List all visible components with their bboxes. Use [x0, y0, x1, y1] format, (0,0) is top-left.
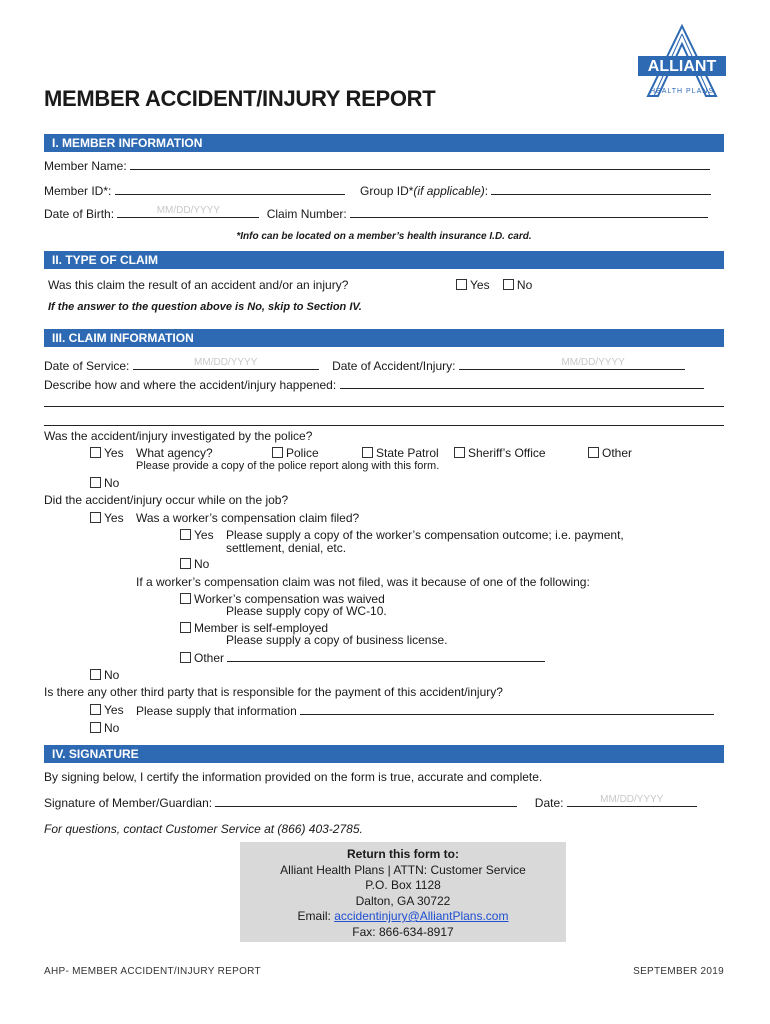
wc-other-checkbox[interactable] [180, 652, 191, 663]
third-party-yes-checkbox[interactable] [90, 704, 101, 715]
third-party-no-option [90, 721, 119, 735]
date-of-service-placeholder: MM/DD/YYYY [194, 357, 258, 368]
job-question: Did the accident/injury occur while on the job? [44, 493, 289, 507]
group-id-label: Group ID* [360, 184, 414, 198]
wc-waived-note: Please supply copy of WC-10. [226, 604, 387, 618]
dob-placeholder: MM/DD/YYYY [156, 205, 221, 216]
describe-label: Describe how and where the accident/injury happened: [44, 378, 337, 392]
group-id-field[interactable] [491, 183, 711, 195]
return-title: Return this form to: [347, 847, 459, 861]
return-email-label: Email: [297, 909, 331, 923]
accident-no-label: No [516, 278, 533, 292]
job-no-label: No [104, 668, 120, 682]
job-yes-option [90, 511, 124, 525]
wc-waived-label: Worker’s compensation was waived [194, 592, 385, 606]
return-line-3: Dalton, GA 30722 [355, 893, 451, 908]
date-of-accident-field[interactable] [459, 358, 685, 370]
agency-state-patrol-option [362, 446, 439, 460]
logo-tagline: HEALTH PLANS [650, 88, 714, 95]
footer-right: SEPTEMBER 2019 [633, 966, 724, 977]
member-id-row [44, 183, 711, 198]
wc-yes-checkbox[interactable] [180, 529, 191, 540]
wc-other-field[interactable] [227, 650, 545, 662]
wc-not-filed-question: If a worker’s compensation claim was not filed, was it because of one of the following: [136, 575, 590, 589]
wc-waived-checkbox[interactable] [180, 593, 191, 604]
return-email-row [240, 909, 566, 925]
police-no-checkbox[interactable] [90, 477, 101, 488]
police-yes-label: Yes [104, 446, 124, 460]
agency-other-label: Other [602, 446, 633, 460]
wc-yes-label: Yes [194, 528, 214, 542]
wc-other-label: Other [194, 651, 225, 665]
agency-police-label: Police [286, 446, 319, 460]
member-id-label: Member ID*: [44, 184, 112, 198]
third-party-no-checkbox[interactable] [90, 722, 101, 733]
describe-row [44, 377, 704, 392]
accident-yes-checkbox[interactable] [456, 279, 467, 290]
supply-info-row [136, 703, 714, 718]
claim-number-field[interactable] [350, 206, 708, 218]
return-email-link[interactable]: accidentinjury@AlliantPlans.com [334, 909, 509, 923]
police-report-note: Please provide a copy of the police report along with this form. [136, 460, 440, 472]
dob-field[interactable] [117, 206, 259, 218]
alliant-logo [636, 24, 728, 100]
agency-sheriff-label: Sheriff’s Office [468, 446, 546, 460]
date-of-accident-placeholder: MM/DD/YYYY [561, 357, 625, 368]
date-of-service-field[interactable] [133, 358, 319, 370]
signature-date-placeholder: MM/DD/YYYY [600, 794, 664, 805]
signature-label: Signature of Member/Guardian: [44, 796, 213, 810]
questions-note: For questions, contact Customer Service at (866) 403-2785. [44, 822, 363, 836]
describe-line-3[interactable] [44, 425, 724, 426]
footer-left: AHP- MEMBER ACCIDENT/INJURY REPORT [44, 966, 261, 977]
logo-name: ALLIANT [647, 58, 717, 75]
section-type-of-claim: II. TYPE OF CLAIM [44, 251, 724, 269]
certify-statement: By signing below, I certify the information provided on the form is true, accurate and complete. [44, 770, 543, 784]
what-agency-label: What agency? [136, 446, 213, 460]
job-yes-label: Yes [104, 511, 124, 525]
section-member-information: I. MEMBER INFORMATION [44, 134, 724, 152]
alliant-logo-mark [636, 24, 728, 100]
job-yes-checkbox[interactable] [90, 512, 101, 523]
id-card-note: *Info can be located on a member’s health insurance I.D. card. [236, 231, 532, 242]
signature-date-label: Date: [534, 796, 564, 810]
group-id-note: (if applicable) [413, 184, 485, 198]
signature-row [44, 795, 697, 810]
agency-state-patrol-label: State Patrol [376, 446, 439, 460]
wc-yes-note-2: settlement, denial, etc. [226, 541, 347, 555]
wc-other-option [180, 650, 545, 665]
member-id-field[interactable] [115, 183, 345, 195]
agency-police-checkbox[interactable] [272, 447, 283, 458]
wc-filed-question: Was a worker’s compensation claim filed? [136, 511, 360, 525]
third-party-question: Is there any other third party that is responsible for the payment of this accident/injury? [44, 685, 503, 699]
describe-field[interactable] [340, 377, 704, 389]
police-no-label: No [104, 476, 120, 490]
third-party-yes-label: Yes [104, 703, 124, 717]
third-party-no-label: No [104, 721, 120, 735]
return-fax: Fax: 866-634-8917 [352, 924, 454, 939]
wc-no-checkbox[interactable] [180, 558, 191, 569]
skip-note: If the answer to the question above is No, skip to Section IV. [48, 301, 362, 313]
supply-info-field[interactable] [300, 703, 714, 715]
accident-answer-options [456, 278, 532, 292]
member-name-field[interactable] [130, 158, 710, 170]
accident-no-checkbox[interactable] [503, 279, 514, 290]
self-employed-label: Member is self-employed [194, 621, 329, 635]
wc-no-label: No [194, 557, 210, 571]
police-yes-checkbox[interactable] [90, 447, 101, 458]
police-no-option [90, 476, 119, 490]
job-no-option [90, 668, 119, 682]
agency-other-checkbox[interactable] [588, 447, 599, 458]
dates-row [44, 358, 685, 373]
supply-info-label: Please supply that information [136, 704, 297, 718]
agency-other-option [588, 446, 632, 460]
third-party-yes-option [90, 703, 124, 717]
agency-sheriff-option [454, 446, 546, 460]
self-employed-note: Please supply a copy of business license. [226, 633, 448, 647]
agency-state-patrol-checkbox[interactable] [362, 447, 373, 458]
accident-yes-label: Yes [470, 278, 490, 292]
agency-sheriff-checkbox[interactable] [454, 447, 465, 458]
signature-field[interactable] [215, 795, 517, 807]
section-signature: IV. SIGNATURE [44, 745, 724, 763]
accident-question: Was this claim the result of an accident and/or an injury? [48, 278, 349, 292]
group-id-colon: : [484, 184, 489, 198]
job-no-checkbox[interactable] [90, 669, 101, 680]
signature-date-field[interactable] [567, 795, 697, 807]
date-of-service-label: Date of Service: [44, 359, 130, 373]
wc-no-option [180, 557, 209, 571]
page-title: MEMBER ACCIDENT/INJURY REPORT [44, 86, 436, 111]
wc-yes-option [180, 528, 214, 542]
self-employed-checkbox[interactable] [180, 622, 191, 633]
section-claim-information: III. CLAIM INFORMATION [44, 329, 724, 347]
describe-line-2[interactable] [44, 406, 724, 407]
wc-yes-note-1: Please supply a copy of the worker’s compensation outcome; i.e. payment, [226, 528, 624, 542]
return-line-2: P.O. Box 1128 [365, 878, 441, 892]
member-name-label: Member Name: [44, 159, 127, 173]
dob-row [44, 206, 708, 221]
date-of-accident-label: Date of Accident/Injury: [332, 359, 456, 373]
return-address-box [240, 842, 566, 942]
member-name-row [44, 158, 710, 173]
dob-label: Date of Birth: [44, 207, 115, 221]
police-question: Was the accident/injury investigated by the police? [44, 429, 313, 443]
claim-number-label: Claim Number: [266, 207, 347, 221]
police-yes-option [90, 446, 124, 460]
return-line-1: Alliant Health Plans | ATTN: Customer Service [280, 862, 526, 877]
agency-police-option [272, 446, 319, 460]
